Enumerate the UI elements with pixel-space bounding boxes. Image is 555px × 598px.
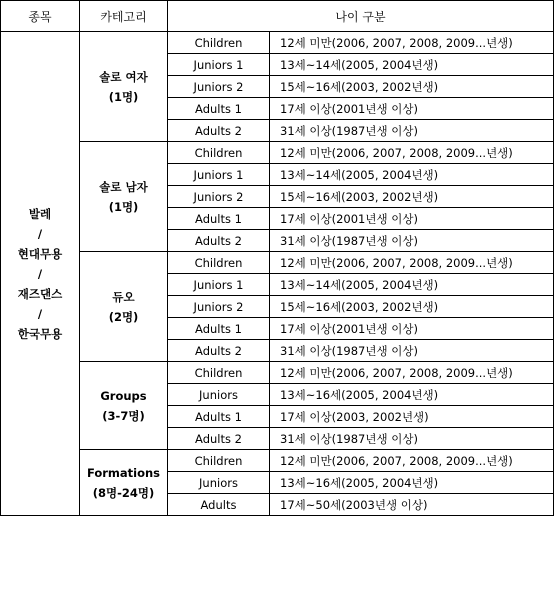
division-cell: Adults: [168, 494, 270, 516]
category-solo-female: [80, 32, 168, 142]
category-name: 듀오: [112, 289, 135, 304]
division-cell: Juniors 2: [168, 296, 270, 318]
division-cell: Juniors 2: [168, 76, 270, 98]
division-cell: Children: [168, 142, 270, 164]
table-row: [1, 450, 554, 472]
age-cell: 13세~16세(2005, 2004년생): [270, 472, 554, 494]
table-row: [1, 252, 554, 274]
age-cell: 12세 미만(2006, 2007, 2008, 2009...년생): [270, 450, 554, 472]
table-row: [1, 142, 554, 164]
age-cell: 15세~16세(2003, 2002년생): [270, 186, 554, 208]
discipline-separator: /: [37, 306, 43, 321]
division-cell: Adults 2: [168, 230, 270, 252]
division-cell: Adults 1: [168, 318, 270, 340]
discipline-jazz: 재즈댄스: [17, 286, 63, 301]
division-cell: Children: [168, 32, 270, 54]
age-cell: 15세~16세(2003, 2002년생): [270, 296, 554, 318]
division-cell: Juniors: [168, 472, 270, 494]
division-cell: Adults 2: [168, 340, 270, 362]
age-cell: 17세 이상(2003, 2002년생): [270, 406, 554, 428]
division-cell: Adults 2: [168, 428, 270, 450]
division-cell: Children: [168, 362, 270, 384]
header-category: 카테고리: [80, 1, 168, 32]
category-count: (1명): [108, 199, 139, 214]
age-cell: 13세~14세(2005, 2004년생): [270, 54, 554, 76]
header-row: [1, 1, 554, 32]
discipline-cell: [1, 32, 80, 516]
discipline-separator: /: [37, 266, 43, 281]
division-cell: Adults 1: [168, 208, 270, 230]
category-formations: [80, 450, 168, 516]
age-cell: 12세 미만(2006, 2007, 2008, 2009...년생): [270, 32, 554, 54]
category-name: 솔로 남자: [99, 179, 148, 194]
table-body: [1, 1, 554, 516]
age-cell: 31세 이상(1987년생 이상): [270, 340, 554, 362]
division-cell: Adults 1: [168, 98, 270, 120]
age-cell: 13세~16세(2005, 2004년생): [270, 384, 554, 406]
division-cell: Juniors: [168, 384, 270, 406]
age-cell: 12세 미만(2006, 2007, 2008, 2009...년생): [270, 252, 554, 274]
age-cell: 17세 이상(2001년생 이상): [270, 318, 554, 340]
age-cell: 13세~14세(2005, 2004년생): [270, 164, 554, 186]
category-duo: [80, 252, 168, 362]
category-groups: [80, 362, 168, 450]
division-cell: Juniors 1: [168, 54, 270, 76]
division-cell: Juniors 1: [168, 164, 270, 186]
division-cell: Juniors 1: [168, 274, 270, 296]
category-name: Groups: [100, 388, 147, 403]
discipline-ballet: 발레: [28, 206, 52, 221]
discipline-separator: /: [37, 226, 43, 241]
discipline-contemporary: 현대무용: [17, 246, 63, 261]
division-cell: Children: [168, 252, 270, 274]
category-solo-male: [80, 142, 168, 252]
age-cell: 15세~16세(2003, 2002년생): [270, 76, 554, 98]
discipline-korean: 한국무용: [17, 326, 63, 341]
table-row: [1, 32, 554, 54]
age-cell: 17세 이상(2001년생 이상): [270, 208, 554, 230]
age-cell: 31세 이상(1987년생 이상): [270, 230, 554, 252]
age-cell: 31세 이상(1987년생 이상): [270, 120, 554, 142]
category-count: (3-7명): [102, 408, 145, 423]
age-cell: 12세 미만(2006, 2007, 2008, 2009...년생): [270, 142, 554, 164]
division-cell: Adults 1: [168, 406, 270, 428]
division-cell: Children: [168, 450, 270, 472]
table-row: [1, 362, 554, 384]
division-cell: Adults 2: [168, 120, 270, 142]
category-count: (2명): [108, 309, 139, 324]
age-cell: 31세 이상(1987년생 이상): [270, 428, 554, 450]
header-age-division: 나이 구분: [168, 1, 554, 32]
age-cell: 17세 이상(2001년생 이상): [270, 98, 554, 120]
category-count: (8명-24명): [92, 485, 155, 500]
age-cell: 13세~14세(2005, 2004년생): [270, 274, 554, 296]
header-discipline: 종목: [1, 1, 80, 32]
division-cell: Juniors 2: [168, 186, 270, 208]
category-name: 솔로 여자: [99, 69, 148, 84]
category-count: (1명): [108, 89, 139, 104]
category-name: Formations: [86, 465, 161, 480]
age-cell: 12세 미만(2006, 2007, 2008, 2009...년생): [270, 362, 554, 384]
age-cell: 17세~50세(2003년생 이상): [270, 494, 554, 516]
